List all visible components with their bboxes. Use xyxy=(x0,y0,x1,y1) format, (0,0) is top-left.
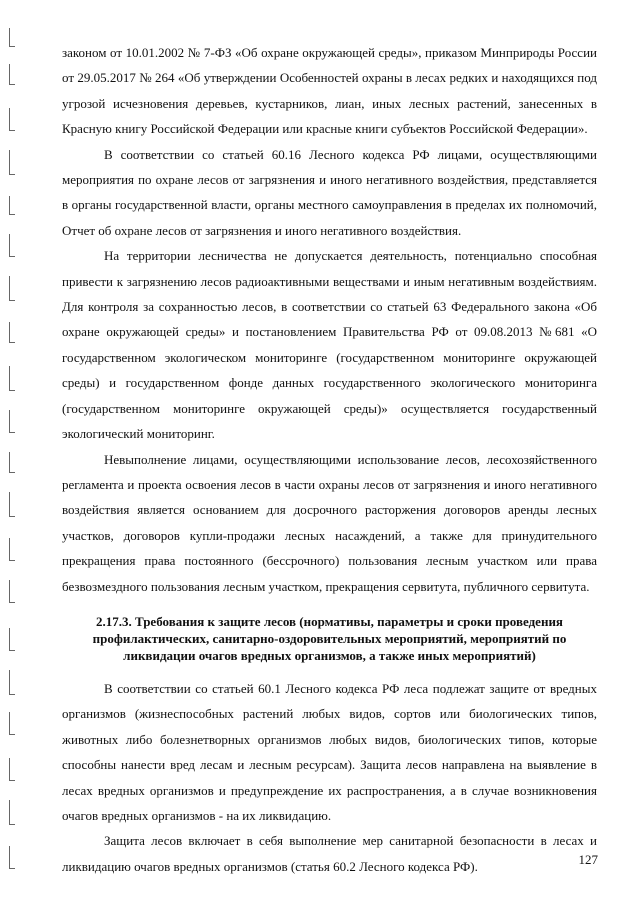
paragraph-forest-protection: В соответствии со статьей 60.1 Лесного кодекса РФ леса подлежат защите от вредных организмов (жизнеспособных растений любых видов, сортов или биологических типов, животных либо болезнетворных организмов любых видов, биологических типов, которые способны нанести вред лесам и лесным ресурсам). Защита лесов направлена на выявление в лесах вредных организмов и предупреждение их распространения, а в случае возникновения очагов вредных организмов - на их ликвидацию. xyxy=(62,680,597,823)
document-body xyxy=(62,40,597,879)
binding-margin-marks xyxy=(0,0,20,905)
paragraph-contract-termination: Невыполнение лицами, осуществляющими использование лесов, лесохозяйственного регламента и проекта освоения лесов в части охраны лесов от загрязнения и иного негативного воздействия является основанием для досрочного расторжения договоров аренды лесных участков, договоров купли-продажи лесных насаждений, а также для принудительного прекращения права постоянного (бессрочного) пользования лесным участком или права безвозмездного пользования лесным участком, прекращения сервитута, публичного сервитута. xyxy=(62,451,597,594)
page-number: 127 xyxy=(578,852,598,867)
paragraph-environmental-monitoring: На территории лесничества не допускается деятельность, потенциально способная привести к загрязнению лесов радиоактивными веществами и иным негативным воздействиям. Для контроля за сохранностью лесов, в соответствии со статьей 63 Федерального закона «Об охране окружающей среды» и постановлением Правительства РФ от 09.08.2013 №681 «О государственном экологическом мониторинге (государственном мониторинге окружающей среды) и государственном фонде данных государственного экологического мониторинга (государственном мониторинге окружающей среды)» осуществляется государственный экологический мониторинг. xyxy=(62,248,597,442)
paragraph-sanitary-measures: Защита лесов включает в себя выполнение мер санитарной безопасности в лесах и ликвидацию очагов вредных организмов (статья 60.2 Лесного кодекса РФ). xyxy=(62,833,597,874)
section-heading: 2.17.3. Требования к защите лесов (нормативы, параметры и сроки проведения профилактических, санитарно-оздоровительных мероприятий, мероприятий по ликвидации очагов вредных организмов, а также иных мероприятий) xyxy=(92,613,567,663)
paragraph-report-submission: В соответствии со статьей 60.16 Лесного кодекса РФ лицами, осуществляющими мероприятия по охране лесов от загрязнения и иного негативного воздействия, представляется в органы государственной власти, органы местного самоуправления в пределах их полномочий, Отчет об охране лесов от загрязнения и иного негативного воздействия. xyxy=(62,146,597,238)
paragraph-continuation: законом от 10.01.2002 № 7-ФЗ «Об охране окружающей среды», приказом Минприроды России от 29.05.2017 № 264 «Об утверждении Особенностей охраны в лесах редких и находящихся под угрозой исчезновения деревьев, кустарников, лиан, иных лесных растений, занесенных в Красную книгу Российской Федерации или красные книги субъектов Российской Федерации». xyxy=(62,45,597,137)
